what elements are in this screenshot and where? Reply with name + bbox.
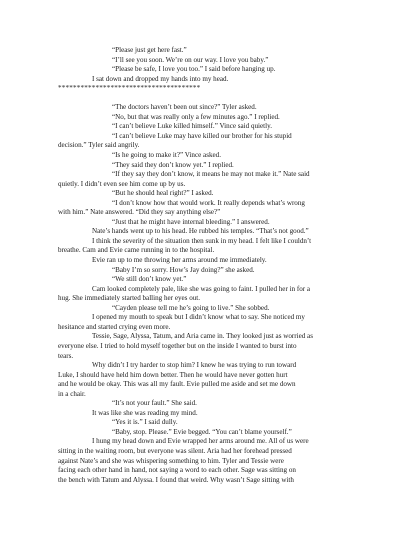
text-line: “Cayden please tell me he’s going to live.” She sobbed. (112, 303, 270, 312)
text-line: “Baby, stop. Please.” Evie begged. “You can’t blame yourself.” (112, 427, 292, 436)
text-line: “Please just get here fast.” (112, 46, 187, 54)
text-line: “No, but that was really only a few minutes ago.” I replied. (112, 112, 280, 121)
text-line: the bench with Tatum and Alyssa. I found that weird. Why wasn’t Sage sitting with (58, 475, 294, 484)
blank-line (88, 94, 368, 104)
text-line: I opened my mouth to speak but I didn’t know what to say. She noticed my (92, 313, 305, 322)
text-line: Nate’s hands went up to his head. He rubbed his temples. “That’s not good.” (92, 227, 309, 236)
text-line: facing each other hand in hand, not saying a word to each other. Sage was sitting on (58, 466, 296, 475)
text-line: sitting in the waiting room, but everyone was silent. Aria had her forehead pressed (58, 446, 292, 455)
text-line: decision.” Tyler said angrily. (58, 141, 140, 150)
text-line: “Please be safe, I love you too.” I said before hanging up. (112, 65, 276, 74)
text-line: Why didn’t I try harder to stop him? I knew he was trying to run toward (92, 361, 297, 370)
text-line: “I’ll see you soon. We’re on our way. I love you baby.” (112, 55, 269, 64)
text-line: “We still don’t know yet.” (112, 275, 187, 284)
text-line: Cam looked completely pale, like she was going to faint. I pulled her in for a (92, 284, 311, 293)
text-line: “I can’t believe Luke killed himself.” Vince said quietly. (112, 122, 272, 131)
text-line: in a chair. (58, 389, 86, 398)
text-line: “It’s not your fault.” She said. (112, 399, 197, 408)
text-line: “The doctors haven’t been out since?” Tyler asked. (112, 103, 257, 112)
text-line: hesitance and started crying even more. (58, 322, 171, 331)
text-line: with him.” Nate answered. “Did they say anything else?” (58, 208, 221, 217)
text-line: “Is he going to make it?” Vince asked. (112, 151, 221, 160)
text-line: against Nate’s and she was whispering something to him. Tyler and Tessie were (58, 456, 284, 465)
text-line: I think the severity of the situation then sunk in my head. I felt like I couldn’t (92, 236, 312, 245)
text-line: I sat down and dropped my hands into my head. (92, 74, 229, 83)
text-line: “Yes it is.” I said dully. (112, 418, 178, 427)
text-line: “They said they don’t know yet.” I replied. (112, 160, 234, 169)
text-line: hug. She immediately started balling her eyes out. (58, 294, 201, 303)
text-line: Evie ran up to me throwing her arms around me immediately. (92, 256, 267, 265)
text-line: “Baby I’m so sorry. How’s Jay doing?” she asked. (112, 265, 255, 274)
text-line: and he would be okay. This was all my fault. Evie pulled me aside and set me down (58, 380, 296, 389)
text-line: breathe. Cam and Evie came running in to the hospital. (58, 246, 215, 255)
text-line: I hung my head down and Evie wrapped her arms around me. All of us were (92, 437, 309, 446)
text-line: “I don’t know how that would work. It really depends what’s wrong (112, 198, 305, 207)
text-line: everyone else. I tried to hold myself together but on the inside I wanted to burst into (58, 341, 297, 350)
text-line: It was like she was reading my mind. (92, 408, 198, 417)
text-line: “If they say they don’t know, it means he may not make it.” Nate said (112, 170, 310, 179)
scene-separator: ************************************** (58, 84, 201, 93)
text-line: “But he should heal right?” I asked. (112, 189, 214, 198)
text-line: quietly. I didn’t even see him come up by us. (58, 179, 186, 188)
text-line: tears. (58, 351, 74, 360)
text-line: Tessie, Sage, Alyssa, Tatum, and Aria came in. They looked just as worried as (92, 332, 313, 341)
text-line: “I can’t believe Luke may have killed our brother for his stupid (112, 131, 292, 140)
text-line: Luke, I should have held him down better. Then he would have never gotten hurt (58, 370, 288, 379)
text-line: “Just that he might have internal bleeding.” I answered. (112, 217, 270, 226)
